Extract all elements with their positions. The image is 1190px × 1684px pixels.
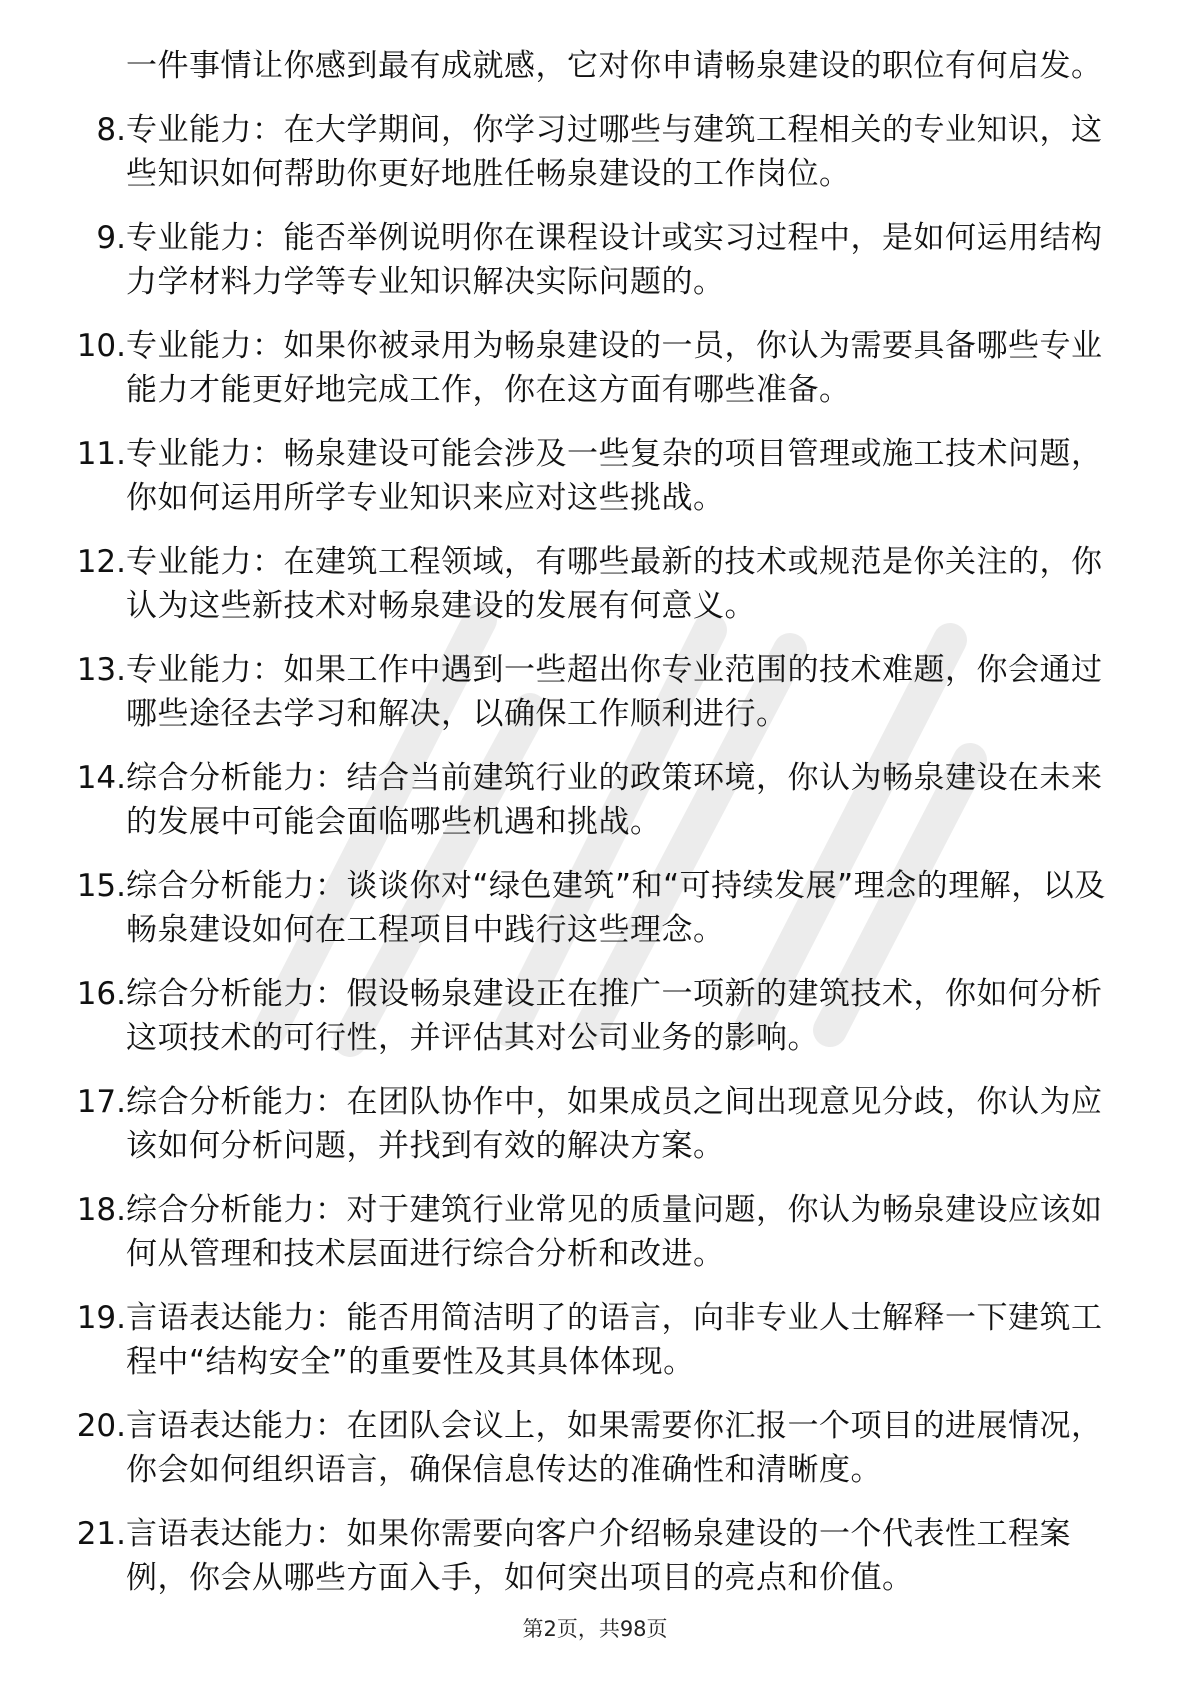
list-item: [0, 1512, 1190, 1600]
page-number-label: 第2页，共98页: [522, 1617, 668, 1641]
question-number: 13.: [76, 652, 126, 688]
question-text: 专业能力：在建筑工程领域，有哪些最新的技术或规范是你关注的，你认为这些新技术对畅泉建设的发展有何意义。: [126, 544, 1103, 624]
list-item: [0, 324, 1190, 412]
question-text: 言语表达能力：能否用简洁明了的语言，向非专业人士解释一下建筑工程中“结构安全”的重要性及其具体体现。: [126, 1300, 1103, 1380]
list-item: [0, 756, 1190, 844]
list-item: [0, 864, 1190, 952]
question-text: 言语表达能力：如果你需要向客户介绍畅泉建设的一个代表性工程案例，你会从哪些方面入手，如何突出项目的亮点和价值。: [126, 1516, 1071, 1596]
question-text: 专业能力：畅泉建设可能会涉及一些复杂的项目管理或施工技术问题，你如何运用所学专业知识来应对这些挑战。: [126, 436, 1103, 516]
page-footer: [0, 1614, 1190, 1644]
list-item: [0, 1188, 1190, 1276]
list-item: [0, 972, 1190, 1060]
question-number: 12.: [76, 544, 126, 580]
question-number: 10.: [76, 328, 126, 364]
list-item: [0, 1296, 1190, 1384]
list-item: [0, 216, 1190, 304]
question-text: 综合分析能力：结合当前建筑行业的政策环境，你认为畅泉建设在未来的发展中可能会面临哪些机遇和挑战。: [126, 760, 1103, 840]
list-item: [0, 432, 1190, 520]
list-item: [0, 108, 1190, 196]
list-item: [0, 648, 1190, 736]
question-text: 专业能力：如果你被录用为畅泉建设的一员，你认为需要具备哪些专业能力才能更好地完成工作，你在这方面有哪些准备。: [126, 328, 1103, 408]
question-number: 19.: [76, 1300, 126, 1336]
question-text: 综合分析能力：在团队协作中，如果成员之间出现意见分歧，你认为应该如何分析问题，并找到有效的解决方案。: [126, 1084, 1103, 1164]
question-text: 言语表达能力：在团队会议上，如果需要你汇报一个项目的进展情况，你会如何组织语言，确保信息传达的准确性和清晰度。: [126, 1408, 1103, 1488]
continued-question: [0, 44, 1190, 88]
question-number: 8.: [96, 112, 126, 148]
list-item: [0, 1404, 1190, 1492]
question-number: 15.: [76, 868, 126, 904]
question-list: [0, 44, 1190, 1620]
question-number: 14.: [76, 760, 126, 796]
question-number: 20.: [76, 1408, 126, 1444]
continued-question-text: 一件事情让你感到最有成就感，它对你申请畅泉建设的职位有何启发。: [126, 48, 1103, 84]
question-number: 9.: [96, 220, 126, 256]
question-text: 专业能力：如果工作中遇到一些超出你专业范围的技术难题，你会通过哪些途径去学习和解决，以确保工作顺利进行。: [126, 652, 1103, 732]
question-text: 综合分析能力：对于建筑行业常见的质量问题，你认为畅泉建设应该如何从管理和技术层面进行综合分析和改进。: [126, 1192, 1103, 1272]
question-number: 17.: [76, 1084, 126, 1120]
question-text: 专业能力：能否举例说明你在课程设计或实习过程中，是如何运用结构力学材料力学等专业知识解决实际问题的。: [126, 220, 1103, 300]
question-text: 综合分析能力：谈谈你对“绿色建筑”和“可持续发展”理念的理解，以及畅泉建设如何在工程项目中践行这些理念。: [126, 868, 1106, 948]
question-number: 11.: [76, 436, 126, 472]
list-item: [0, 540, 1190, 628]
question-number: 18.: [76, 1192, 126, 1228]
question-text: 综合分析能力：假设畅泉建设正在推广一项新的建筑技术，你如何分析这项技术的可行性，并评估其对公司业务的影响。: [126, 976, 1103, 1056]
question-number: 16.: [76, 976, 126, 1012]
list-item: [0, 1080, 1190, 1168]
question-text: 专业能力：在大学期间，你学习过哪些与建筑工程相关的专业知识，这些知识如何帮助你更好地胜任畅泉建设的工作岗位。: [126, 112, 1103, 192]
question-number: 21.: [76, 1516, 126, 1552]
